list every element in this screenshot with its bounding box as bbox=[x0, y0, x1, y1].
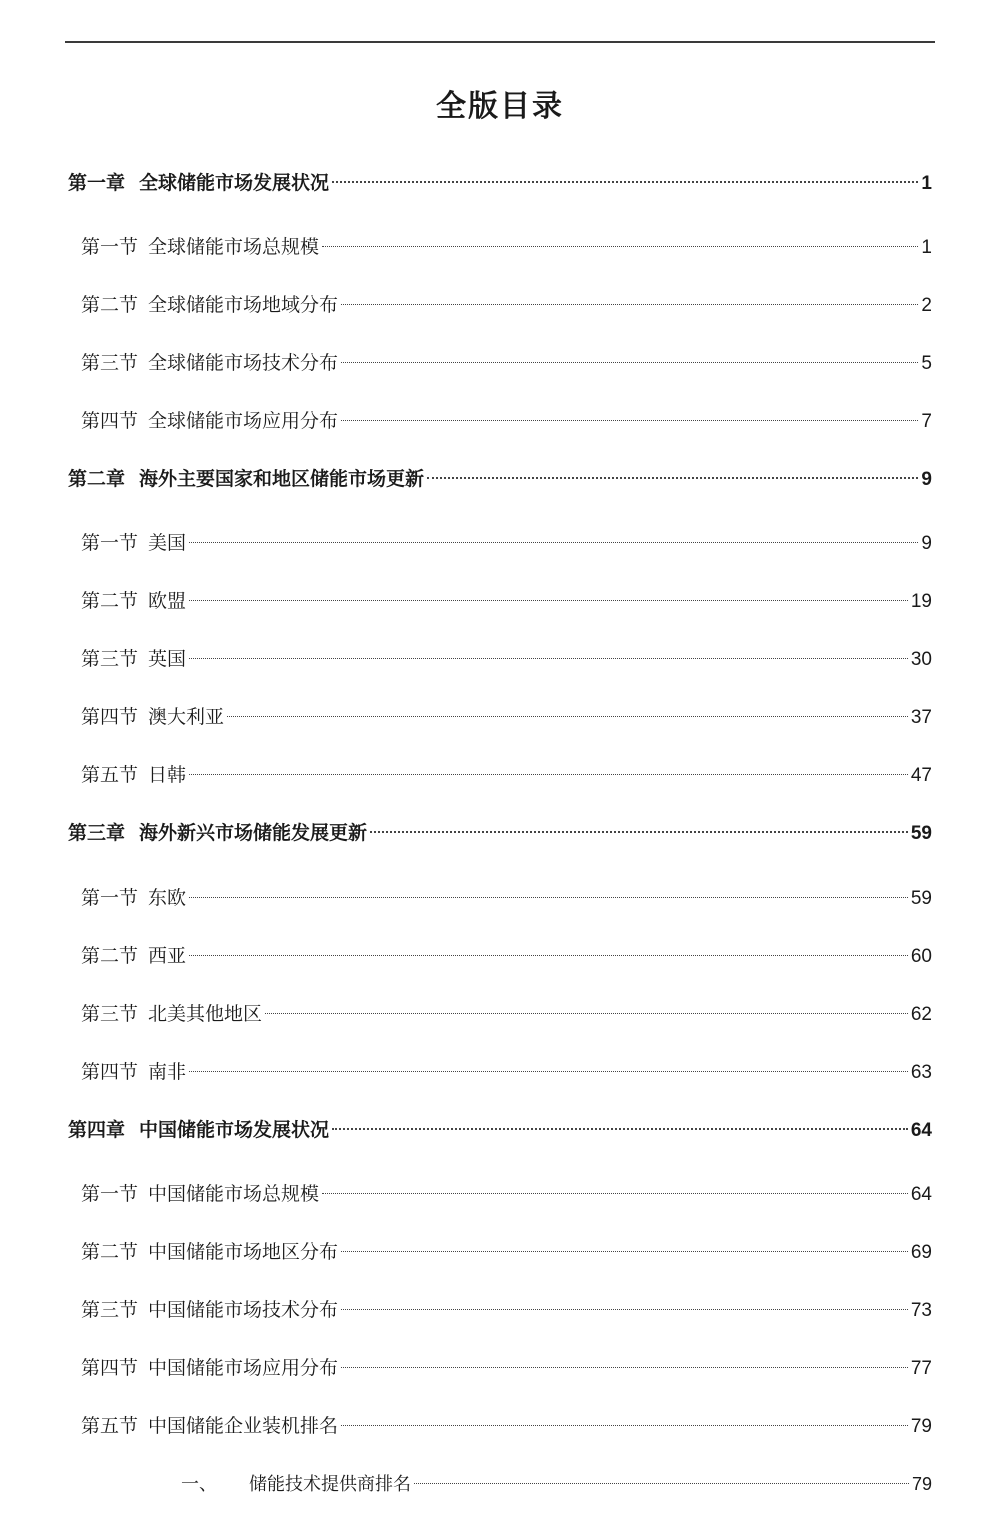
toc-number: 第四节 bbox=[81, 410, 139, 432]
toc-section-2-5[interactable] bbox=[81, 758, 932, 792]
dot-leader bbox=[189, 658, 908, 659]
document-title: 全版目录 bbox=[436, 89, 564, 124]
toc-text: 海外主要国家和地区储能市场更新 bbox=[139, 468, 425, 490]
dot-leader bbox=[322, 1193, 908, 1194]
toc-number: 第二节 bbox=[81, 1241, 139, 1263]
toc-number: 第一节 bbox=[81, 887, 139, 909]
toc-text: 中国储能市场地区分布 bbox=[148, 1241, 339, 1263]
toc-number: 第一节 bbox=[81, 1183, 139, 1205]
toc-number: 第三节 bbox=[81, 1299, 139, 1321]
toc-number: 第三节 bbox=[81, 648, 139, 670]
toc-text: 北美其他地区 bbox=[148, 1003, 263, 1025]
toc-section-1-1[interactable] bbox=[81, 230, 932, 264]
toc-page: 1 bbox=[921, 237, 932, 258]
toc-section-4-2[interactable] bbox=[81, 1235, 932, 1269]
toc-number: 一、 bbox=[181, 1474, 217, 1495]
toc-text: 西亚 bbox=[148, 945, 187, 967]
toc-number: 第三章 bbox=[68, 822, 126, 844]
toc-text: 英国 bbox=[148, 648, 187, 670]
toc-section-4-1[interactable] bbox=[81, 1177, 932, 1211]
toc-page: 69 bbox=[910, 1242, 932, 1263]
toc-section-3-2[interactable] bbox=[81, 939, 932, 973]
toc-number: 第三节 bbox=[81, 352, 139, 374]
toc-number: 第二节 bbox=[81, 590, 139, 612]
toc-section-3-1[interactable] bbox=[81, 881, 932, 915]
dot-leader bbox=[427, 477, 918, 479]
toc-number: 第一章 bbox=[68, 172, 126, 194]
toc-number: 第一节 bbox=[81, 532, 139, 554]
toc-section-2-2[interactable] bbox=[81, 584, 932, 618]
dot-leader bbox=[189, 955, 908, 956]
dot-leader bbox=[189, 774, 908, 775]
toc-section-2-4[interactable] bbox=[81, 700, 932, 734]
toc-subsection-4-5-1[interactable] bbox=[181, 1467, 932, 1501]
toc-chapter-2[interactable] bbox=[68, 462, 932, 496]
toc-text: 中国储能市场技术分布 bbox=[148, 1299, 339, 1321]
dot-leader bbox=[322, 246, 918, 247]
toc-text: 储能技术提供商排名 bbox=[249, 1474, 411, 1495]
toc-number: 第四节 bbox=[81, 706, 139, 728]
toc-text: 中国储能市场应用分布 bbox=[148, 1357, 339, 1379]
toc-page: 19 bbox=[910, 591, 932, 612]
toc-number: 第五节 bbox=[81, 764, 139, 786]
dot-leader bbox=[370, 831, 908, 833]
toc-page: 64 bbox=[910, 1120, 932, 1141]
toc-text: 海外新兴市场储能发展更新 bbox=[139, 822, 368, 844]
toc-section-3-3[interactable] bbox=[81, 997, 932, 1031]
toc-section-2-1[interactable] bbox=[81, 526, 932, 560]
toc-number: 第四章 bbox=[68, 1119, 126, 1141]
toc-chapter-3[interactable] bbox=[68, 816, 932, 850]
toc-section-1-4[interactable] bbox=[81, 404, 932, 438]
dot-leader bbox=[265, 1013, 908, 1014]
toc-text: 美国 bbox=[148, 532, 187, 554]
dot-leader bbox=[341, 1309, 908, 1310]
toc-page: 77 bbox=[910, 1358, 932, 1379]
toc-page: 59 bbox=[910, 888, 932, 909]
toc-chapter-1[interactable] bbox=[68, 166, 932, 200]
header-rule bbox=[65, 41, 935, 43]
toc-page: 30 bbox=[910, 649, 932, 670]
toc-section-4-3[interactable] bbox=[81, 1293, 932, 1327]
toc-section-4-5[interactable] bbox=[81, 1409, 932, 1443]
toc-text: 中国储能市场总规模 bbox=[148, 1183, 320, 1205]
toc-number: 第四节 bbox=[81, 1357, 139, 1379]
dot-leader bbox=[189, 897, 908, 898]
toc-page: 2 bbox=[921, 295, 932, 316]
toc-page: 5 bbox=[921, 353, 932, 374]
dot-leader bbox=[227, 716, 908, 717]
toc-text: 全球储能市场地域分布 bbox=[148, 294, 339, 316]
toc-page: 63 bbox=[910, 1062, 932, 1083]
toc-number: 第五节 bbox=[81, 1415, 139, 1437]
toc-page: 9 bbox=[921, 533, 932, 554]
toc-page: 64 bbox=[910, 1184, 932, 1205]
toc-text: 中国储能企业装机排名 bbox=[148, 1415, 339, 1437]
dot-leader bbox=[341, 1425, 908, 1426]
dot-leader bbox=[341, 304, 918, 305]
dot-leader bbox=[341, 362, 918, 363]
dot-leader bbox=[189, 600, 908, 601]
toc-page: 79 bbox=[911, 1474, 932, 1494]
toc-page: 62 bbox=[910, 1004, 932, 1025]
toc-page: 73 bbox=[910, 1300, 932, 1321]
toc-text: 东欧 bbox=[148, 887, 187, 909]
toc-text: 澳大利亚 bbox=[148, 706, 225, 728]
toc-page: 1 bbox=[921, 173, 932, 194]
toc-number: 第二章 bbox=[68, 468, 126, 490]
toc-page: 9 bbox=[921, 469, 932, 490]
toc-page: 79 bbox=[910, 1416, 932, 1437]
dot-leader bbox=[332, 181, 918, 183]
toc-number: 第二节 bbox=[81, 294, 139, 316]
toc-page: 60 bbox=[910, 946, 932, 967]
toc-section-1-2[interactable] bbox=[81, 288, 932, 322]
dot-leader bbox=[414, 1483, 909, 1484]
toc-text: 欧盟 bbox=[148, 590, 187, 612]
toc-page: 47 bbox=[910, 765, 932, 786]
dot-leader bbox=[341, 1367, 908, 1368]
toc-number: 第三节 bbox=[81, 1003, 139, 1025]
toc-section-2-3[interactable] bbox=[81, 642, 932, 676]
toc-section-4-4[interactable] bbox=[81, 1351, 932, 1385]
toc-section-3-4[interactable] bbox=[81, 1055, 932, 1089]
toc-page: 7 bbox=[921, 411, 932, 432]
dot-leader bbox=[341, 420, 918, 421]
toc-page: 37 bbox=[910, 707, 932, 728]
dot-leader bbox=[189, 1071, 908, 1072]
toc-number: 第二节 bbox=[81, 945, 139, 967]
toc-page: 59 bbox=[910, 823, 932, 844]
toc-number: 第四节 bbox=[81, 1061, 139, 1083]
toc-text: 南非 bbox=[148, 1061, 187, 1083]
dot-leader bbox=[332, 1128, 908, 1130]
toc-chapter-4[interactable] bbox=[68, 1113, 932, 1147]
toc-text: 中国储能市场发展状况 bbox=[139, 1119, 330, 1141]
dot-leader bbox=[189, 542, 918, 543]
toc-text: 全球储能市场技术分布 bbox=[148, 352, 339, 374]
toc-text: 全球储能市场发展状况 bbox=[139, 172, 330, 194]
toc-text: 日韩 bbox=[148, 764, 187, 786]
toc-text: 全球储能市场总规模 bbox=[148, 236, 320, 258]
toc-text: 全球储能市场应用分布 bbox=[148, 410, 339, 432]
dot-leader bbox=[341, 1251, 908, 1252]
toc-section-1-3[interactable] bbox=[81, 346, 932, 380]
toc-number: 第一节 bbox=[81, 236, 139, 258]
